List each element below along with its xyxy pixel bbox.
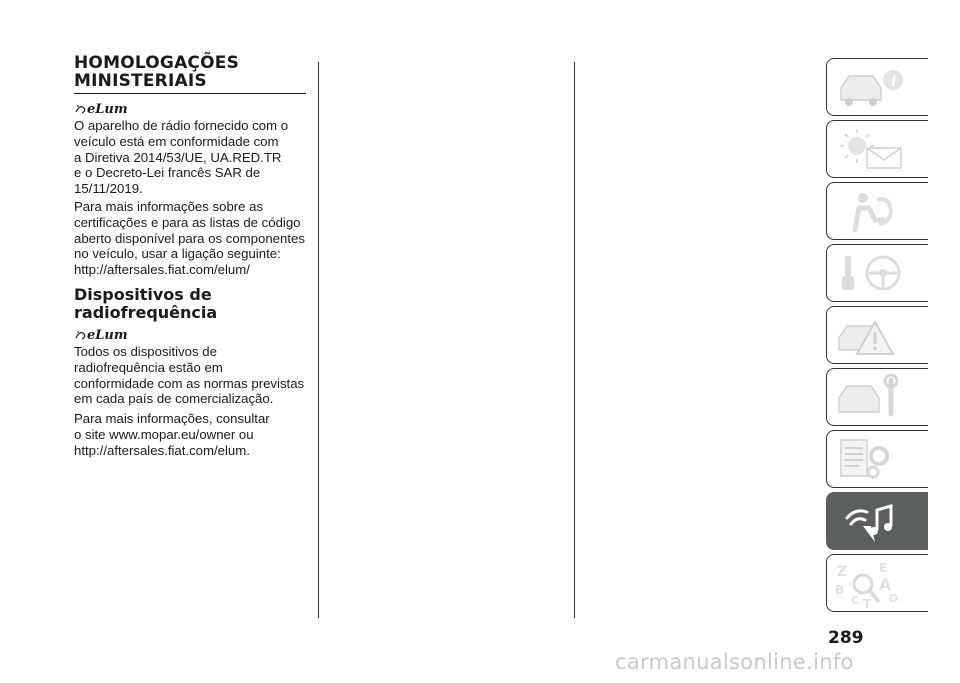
paragraph: Para mais informações sobre as certificações e para as listas de código aberto disponível para os componentes no veículo, usar a ligação seguinte: http://aftersales.fiat.com/elum/ [74, 198, 305, 278]
watermark: carmanualsonline.info [615, 650, 854, 674]
dashboard-lights-messages-icon [833, 124, 913, 174]
page-number: 289 [828, 628, 864, 648]
svg-text:B: B [835, 583, 845, 597]
svg-text:T: T [863, 597, 872, 611]
paragraph: Para mais informações, consultar o site www.mopar.eu/owner ou http://aftersales.fiat.com/elum. [74, 411, 270, 458]
maintenance-icon [833, 372, 913, 422]
tab-maintenance[interactable] [826, 368, 928, 426]
svg-text:C: C [851, 594, 860, 607]
car-info-icon [833, 62, 913, 112]
multimedia-icon [833, 496, 913, 546]
tab-dashboard-lights[interactable] [826, 120, 928, 178]
column-divider [318, 62, 319, 618]
tab-multimedia[interactable] [826, 492, 928, 550]
elum-logo-icon [74, 100, 128, 117]
emergency-icon [833, 310, 913, 360]
tab-index[interactable] [826, 554, 928, 612]
svg-text:Z: Z [837, 564, 848, 580]
svg-text:D: D [889, 592, 899, 605]
brand-label: eLum [87, 102, 128, 117]
index-icon [833, 558, 913, 611]
column-divider [574, 62, 575, 618]
tab-car-info[interactable] [826, 58, 928, 116]
svg-text:A: A [879, 575, 892, 594]
section-title-dispositivos: Dispositivos de radiofrequência [74, 284, 218, 322]
content-column [74, 54, 310, 461]
tab-technical-data[interactable] [826, 430, 928, 488]
tab-safety[interactable] [826, 182, 928, 240]
paragraph: O aparelho de rádio fornecido com o veículo está em conformidade com a Diretiva 2014/53/UE, UA.RED.TR e o Decreto-Lei francês SAR de 15/11/2019. [74, 118, 289, 197]
safety-airbag-icon [833, 186, 913, 236]
svg-text:i: i [891, 74, 897, 90]
tab-starting-driving[interactable] [826, 244, 928, 302]
paragraph: Todos os dispositivos de radiofrequência estão em conformidade com as normas previstas em cada país de comercialização. [74, 343, 305, 407]
elum-logo-icon [74, 326, 128, 343]
title-underline [74, 93, 306, 94]
svg-text:E: E [879, 561, 888, 575]
section-title-homologacoes: HOMOLOGAÇÕES MINISTERIAIS [74, 53, 240, 91]
starting-driving-icon [833, 248, 913, 298]
tab-emergency[interactable] [826, 306, 928, 364]
brand-label: eLum [87, 327, 128, 343]
technical-data-icon [833, 434, 913, 484]
